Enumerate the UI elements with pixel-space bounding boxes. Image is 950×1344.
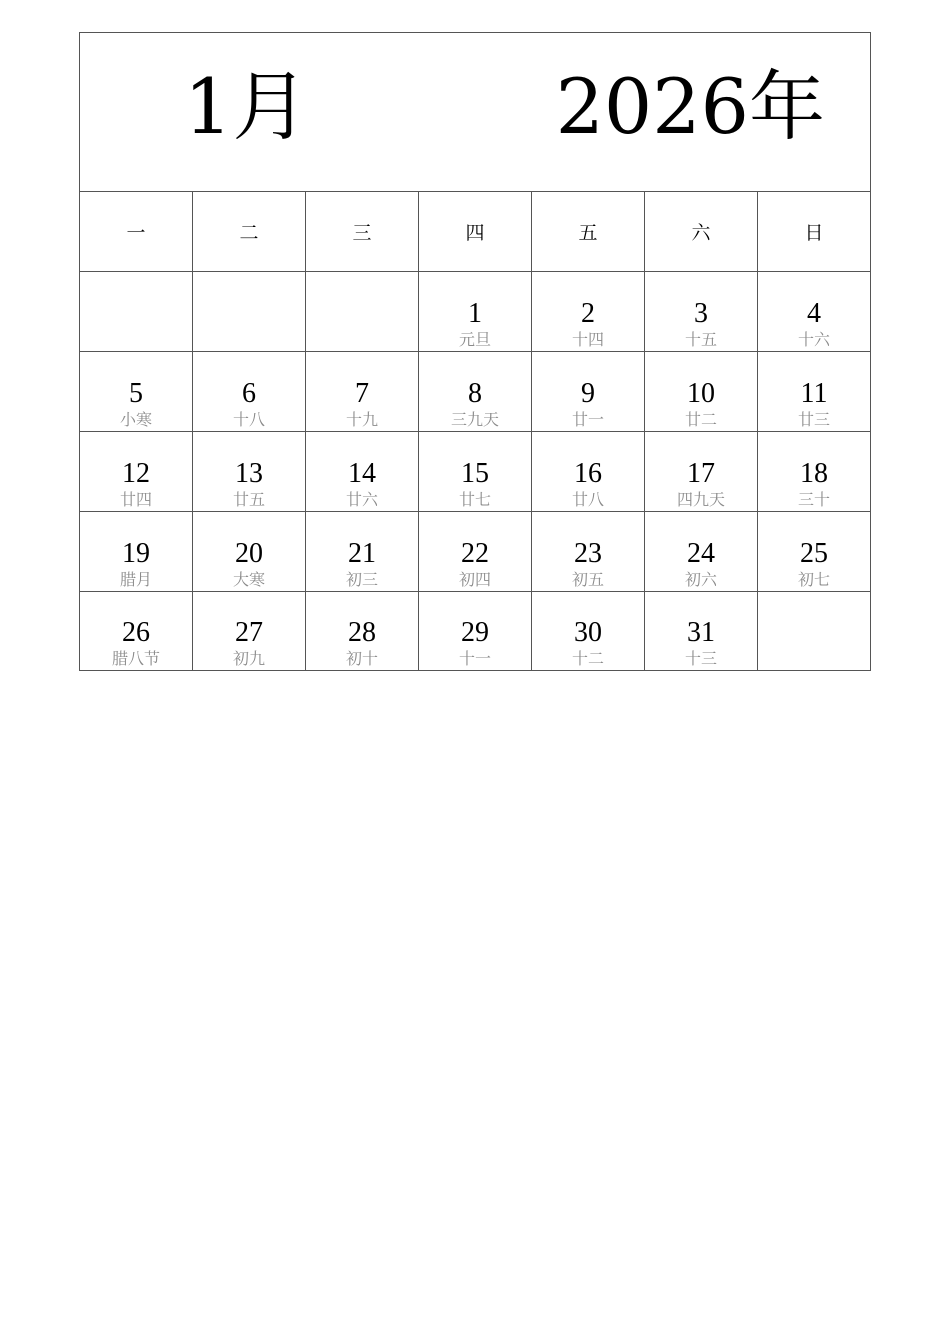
day-number: 17 <box>687 458 715 489</box>
lunar-date-label: 十三 <box>684 649 717 668</box>
day-grid <box>80 272 870 670</box>
week-row <box>80 352 870 432</box>
day-number: 26 <box>122 617 150 648</box>
day-cell <box>419 432 532 511</box>
day-number: 23 <box>574 538 602 569</box>
day-cell <box>645 352 758 431</box>
day-number: 11 <box>800 378 828 409</box>
lunar-date-label: 元旦 <box>458 330 491 349</box>
day-cell <box>80 592 193 670</box>
day-cell <box>193 512 306 591</box>
weekday-label: 五 <box>532 192 645 271</box>
lunar-date-label: 初四 <box>458 570 491 589</box>
lunar-date-label: 廿一 <box>571 410 604 429</box>
week-row <box>80 272 870 352</box>
day-number: 25 <box>800 538 828 569</box>
lunar-date-label: 廿四 <box>119 490 152 509</box>
day-cell <box>758 272 870 351</box>
weekday-label: 四 <box>419 192 532 271</box>
week-row <box>80 512 870 592</box>
weekday-label: 日 <box>804 222 824 244</box>
day-cell <box>193 352 306 431</box>
day-number: 30 <box>574 617 602 648</box>
day-cell <box>419 352 532 431</box>
day-cell <box>758 512 870 591</box>
day-cell <box>306 592 419 670</box>
lunar-date-label: 小寒 <box>119 410 152 429</box>
lunar-date-label: 初三 <box>345 570 378 589</box>
lunar-date-label: 三十 <box>797 490 830 509</box>
weekday-label: 六 <box>645 192 758 271</box>
empty-day-cell <box>80 272 193 351</box>
day-cell <box>532 352 645 431</box>
day-cell <box>532 432 645 511</box>
lunar-date-label: 十一 <box>458 649 491 668</box>
weekday-label: 一 <box>80 192 193 271</box>
day-number: 1 <box>468 298 482 329</box>
empty-day-cell <box>306 272 419 351</box>
day-cell <box>645 432 758 511</box>
day-cell <box>645 512 758 591</box>
day-number: 14 <box>348 458 376 489</box>
lunar-date-label: 初七 <box>797 570 830 589</box>
calendar-header <box>80 33 870 192</box>
month-title: 1月 <box>184 62 309 151</box>
week-row <box>80 432 870 512</box>
day-cell <box>645 272 758 351</box>
day-number: 12 <box>122 458 150 489</box>
lunar-date-label: 廿七 <box>458 490 491 509</box>
weekday-label: 二 <box>193 192 306 271</box>
day-cell <box>645 592 758 670</box>
lunar-date-label: 廿三 <box>797 410 830 429</box>
lunar-date-label: 大寒 <box>232 570 265 589</box>
empty-day-cell <box>758 592 870 670</box>
day-number: 16 <box>574 458 602 489</box>
day-cell <box>758 432 870 511</box>
lunar-date-label: 四九天 <box>676 490 725 509</box>
day-number: 31 <box>687 617 715 648</box>
day-cell <box>532 512 645 591</box>
day-cell <box>419 512 532 591</box>
day-cell <box>306 352 419 431</box>
day-number: 24 <box>687 538 715 569</box>
day-number: 28 <box>348 617 376 648</box>
day-number: 6 <box>242 378 256 409</box>
lunar-date-label: 十六 <box>797 330 830 349</box>
day-cell <box>419 592 532 670</box>
day-cell <box>532 592 645 670</box>
day-number: 2 <box>581 298 595 329</box>
day-number: 15 <box>461 458 489 489</box>
lunar-date-label: 十四 <box>571 330 604 349</box>
day-number: 7 <box>355 378 369 409</box>
day-number: 5 <box>129 378 143 409</box>
day-cell <box>306 432 419 511</box>
day-cell <box>80 512 193 591</box>
lunar-date-label: 十八 <box>232 410 265 429</box>
lunar-date-label: 廿六 <box>345 490 378 509</box>
day-number: 8 <box>468 378 482 409</box>
day-number: 18 <box>800 458 828 489</box>
day-number: 13 <box>235 458 263 489</box>
day-cell <box>193 432 306 511</box>
lunar-date-label: 腊月 <box>119 570 152 589</box>
day-number: 19 <box>122 538 150 569</box>
lunar-date-label: 初九 <box>232 649 265 668</box>
day-number: 22 <box>461 538 489 569</box>
calendar <box>79 32 871 671</box>
week-row <box>80 592 870 670</box>
day-number: 4 <box>807 298 821 329</box>
weekday-label: 三 <box>306 192 419 271</box>
lunar-date-label: 初五 <box>571 570 604 589</box>
lunar-date-label: 三九天 <box>450 410 499 429</box>
day-cell <box>80 352 193 431</box>
lunar-date-label: 廿五 <box>232 490 265 509</box>
day-number: 20 <box>235 538 263 569</box>
day-number: 10 <box>687 378 715 409</box>
day-cell <box>419 272 532 351</box>
day-number: 9 <box>581 378 595 409</box>
day-cell <box>80 432 193 511</box>
lunar-date-label: 初六 <box>684 570 717 589</box>
day-cell <box>758 352 870 431</box>
lunar-date-label: 腊八节 <box>111 649 160 668</box>
year-title: 2026年 <box>555 62 825 151</box>
day-number: 27 <box>235 617 263 648</box>
day-number: 21 <box>348 538 376 569</box>
day-cell <box>306 512 419 591</box>
empty-day-cell <box>193 272 306 351</box>
day-number: 29 <box>461 617 489 648</box>
lunar-date-label: 十二 <box>571 649 604 668</box>
weekday-header-row <box>80 192 870 272</box>
day-cell <box>193 592 306 670</box>
lunar-date-label: 廿二 <box>684 410 717 429</box>
day-cell <box>532 272 645 351</box>
lunar-date-label: 初十 <box>345 649 378 668</box>
lunar-date-label: 十五 <box>684 330 717 349</box>
day-number: 3 <box>694 298 708 329</box>
lunar-date-label: 廿八 <box>571 490 604 509</box>
lunar-date-label: 十九 <box>345 410 378 429</box>
